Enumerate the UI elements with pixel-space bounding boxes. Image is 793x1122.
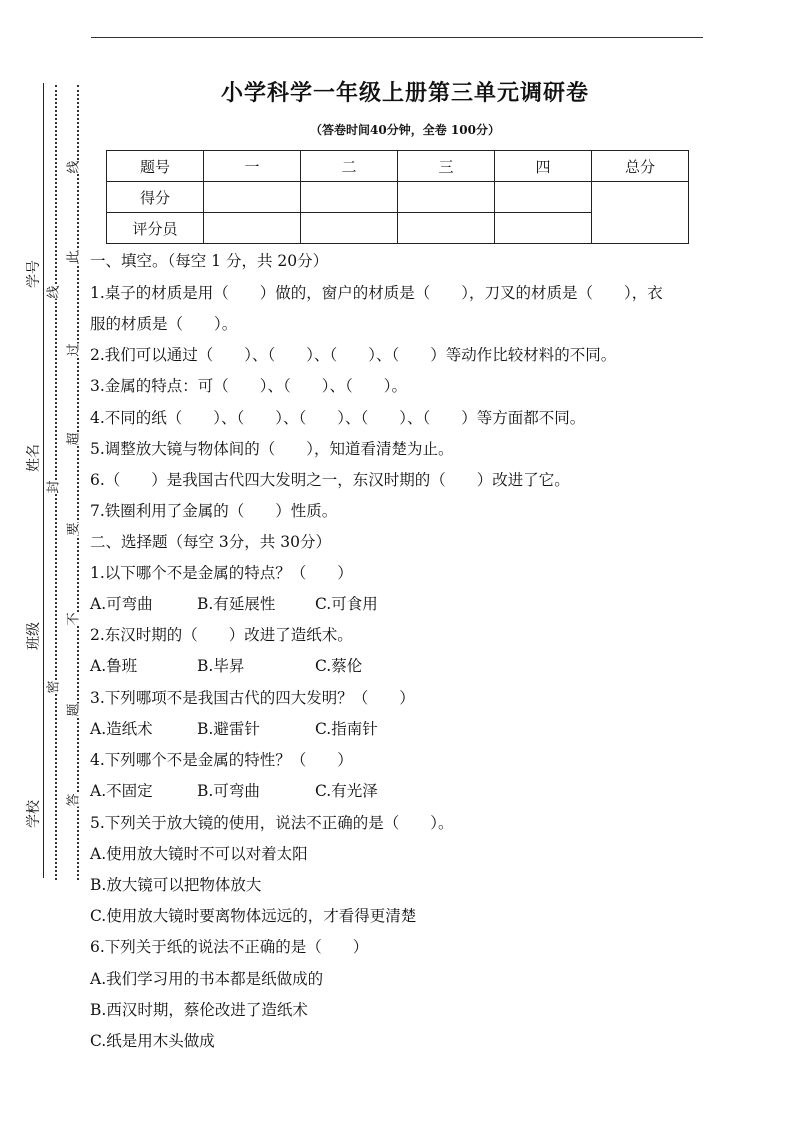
question-line: 5.调整放大镜与物体间的（ ），知道看清楚为止。	[90, 440, 454, 458]
seal-char: 答	[66, 793, 82, 807]
table-header: 一	[204, 151, 301, 182]
options-row	[90, 656, 362, 676]
binding-dotted-line	[77, 85, 79, 880]
question-line: 4.下列哪个不是金属的特性？（ ）	[90, 751, 353, 769]
table-header: 总分	[592, 151, 689, 182]
option[interactable]: A.使用放大镜时不可以对着太阳	[90, 845, 308, 863]
option[interactable]: B.放大镜可以把物体放大	[90, 876, 262, 894]
score-cell[interactable]	[398, 182, 495, 213]
option[interactable]: A.可弯曲	[90, 595, 153, 613]
option[interactable]: C.可食用	[315, 595, 378, 613]
question-line: 3.下列哪项不是我国古代的四大发明？（ ）	[90, 689, 415, 707]
score-table	[106, 150, 689, 244]
grader-cell[interactable]	[204, 213, 301, 244]
question-line: 2.我们可以通过（ ）、（ ）、（ ）、（ ）等动作比较材料的不同。	[90, 346, 617, 364]
total-score-cell[interactable]	[592, 182, 689, 244]
option[interactable]: B.毕昇	[197, 657, 245, 675]
option[interactable]: C.蔡伦	[315, 657, 363, 675]
student-name-label: 姓名	[26, 444, 42, 472]
options-row	[90, 719, 378, 739]
table-row	[107, 151, 689, 182]
question-line: 服的材质是（ ）。	[90, 315, 238, 333]
option[interactable]: A.造纸术	[90, 720, 153, 738]
seal-char: 线	[46, 285, 62, 299]
table-header: 四	[495, 151, 592, 182]
binding-margin	[0, 0, 100, 1122]
table-row	[107, 182, 689, 213]
question-line: 7.铁圈利用了金属的（ ）性质。	[90, 502, 338, 520]
score-cell[interactable]	[301, 182, 398, 213]
school-label: 学校	[26, 800, 42, 828]
grader-cell[interactable]	[398, 213, 495, 244]
question-line: 6.下列关于纸的说法不正确的是（ ）	[90, 938, 369, 956]
score-cell[interactable]	[495, 182, 592, 213]
seal-char: 题	[66, 703, 82, 717]
table-header: 二	[301, 151, 398, 182]
header-rule	[91, 37, 703, 38]
question-line: 6.（ ）是我国古代四大发明之一，东汉时期的（ ）改进了它。	[90, 471, 570, 489]
row-label: 得分	[107, 182, 204, 213]
seal-char: 不	[66, 612, 82, 626]
option[interactable]: B.避雷针	[197, 720, 260, 738]
seal-char: 密	[46, 680, 62, 694]
option[interactable]: C.有光泽	[315, 782, 378, 800]
grader-cell[interactable]	[495, 213, 592, 244]
option[interactable]: B.有延展性	[197, 595, 276, 613]
page-title: 小学科学一年级上册第三单元调研卷	[220, 80, 589, 106]
student-id-label: 学号	[26, 260, 42, 288]
seal-char: 过	[66, 343, 82, 357]
seal-char: 此	[66, 250, 82, 264]
option[interactable]: B.西汉时期，蔡伦改进了造纸术	[90, 1001, 308, 1019]
table-header: 三	[398, 151, 495, 182]
question-line: 3.金属的特点：可（ ）、（ ）、（ ）。	[90, 377, 408, 395]
seal-char: 封	[46, 480, 62, 494]
question-line: 5.下列关于放大镜的使用，说法不正确的是（ ）。	[90, 814, 454, 832]
section-heading: 一、填空。（每空 1 分，共 20分）	[90, 252, 329, 270]
section-heading: 二、选择题（每空 3分，共 30分）	[90, 533, 331, 551]
option[interactable]: C.使用放大镜时要离物体远远的，才看得更清楚	[90, 907, 417, 925]
option[interactable]: C.纸是用木头做成	[90, 1032, 215, 1050]
table-header: 题号	[107, 151, 204, 182]
grader-cell[interactable]	[301, 213, 398, 244]
option[interactable]: C.指南针	[315, 720, 378, 738]
option[interactable]: B.可弯曲	[197, 782, 260, 800]
options-row	[90, 594, 378, 614]
option[interactable]: A.我们学习用的书本都是纸做成的	[90, 970, 324, 988]
option[interactable]: A.不固定	[90, 782, 153, 800]
row-label: 评分员	[107, 213, 204, 244]
binding-solid-line	[43, 83, 44, 878]
score-cell[interactable]	[204, 182, 301, 213]
option[interactable]: A.鲁班	[90, 657, 138, 675]
options-row	[90, 781, 378, 801]
seal-char: 线	[66, 160, 82, 174]
seal-char: 超	[66, 432, 82, 446]
seal-char: 要	[66, 522, 82, 536]
question-line: 4.不同的纸（ ）、（ ）、（ ）、（ ）、（ ）等方面都不同。	[90, 409, 586, 427]
class-label: 班级	[26, 622, 42, 650]
exam-time-note: （答卷时间40分钟，全卷 100分）	[310, 123, 500, 137]
question-line: 1.桌子的材质是用（ ）做的，窗户的材质是（ ），刀叉的材质是（ ），衣	[90, 284, 663, 302]
question-line: 1.以下哪个不是金属的特点？（ ）	[90, 564, 353, 582]
question-line: 2.东汉时期的（ ）改进了造纸术。	[90, 626, 353, 644]
